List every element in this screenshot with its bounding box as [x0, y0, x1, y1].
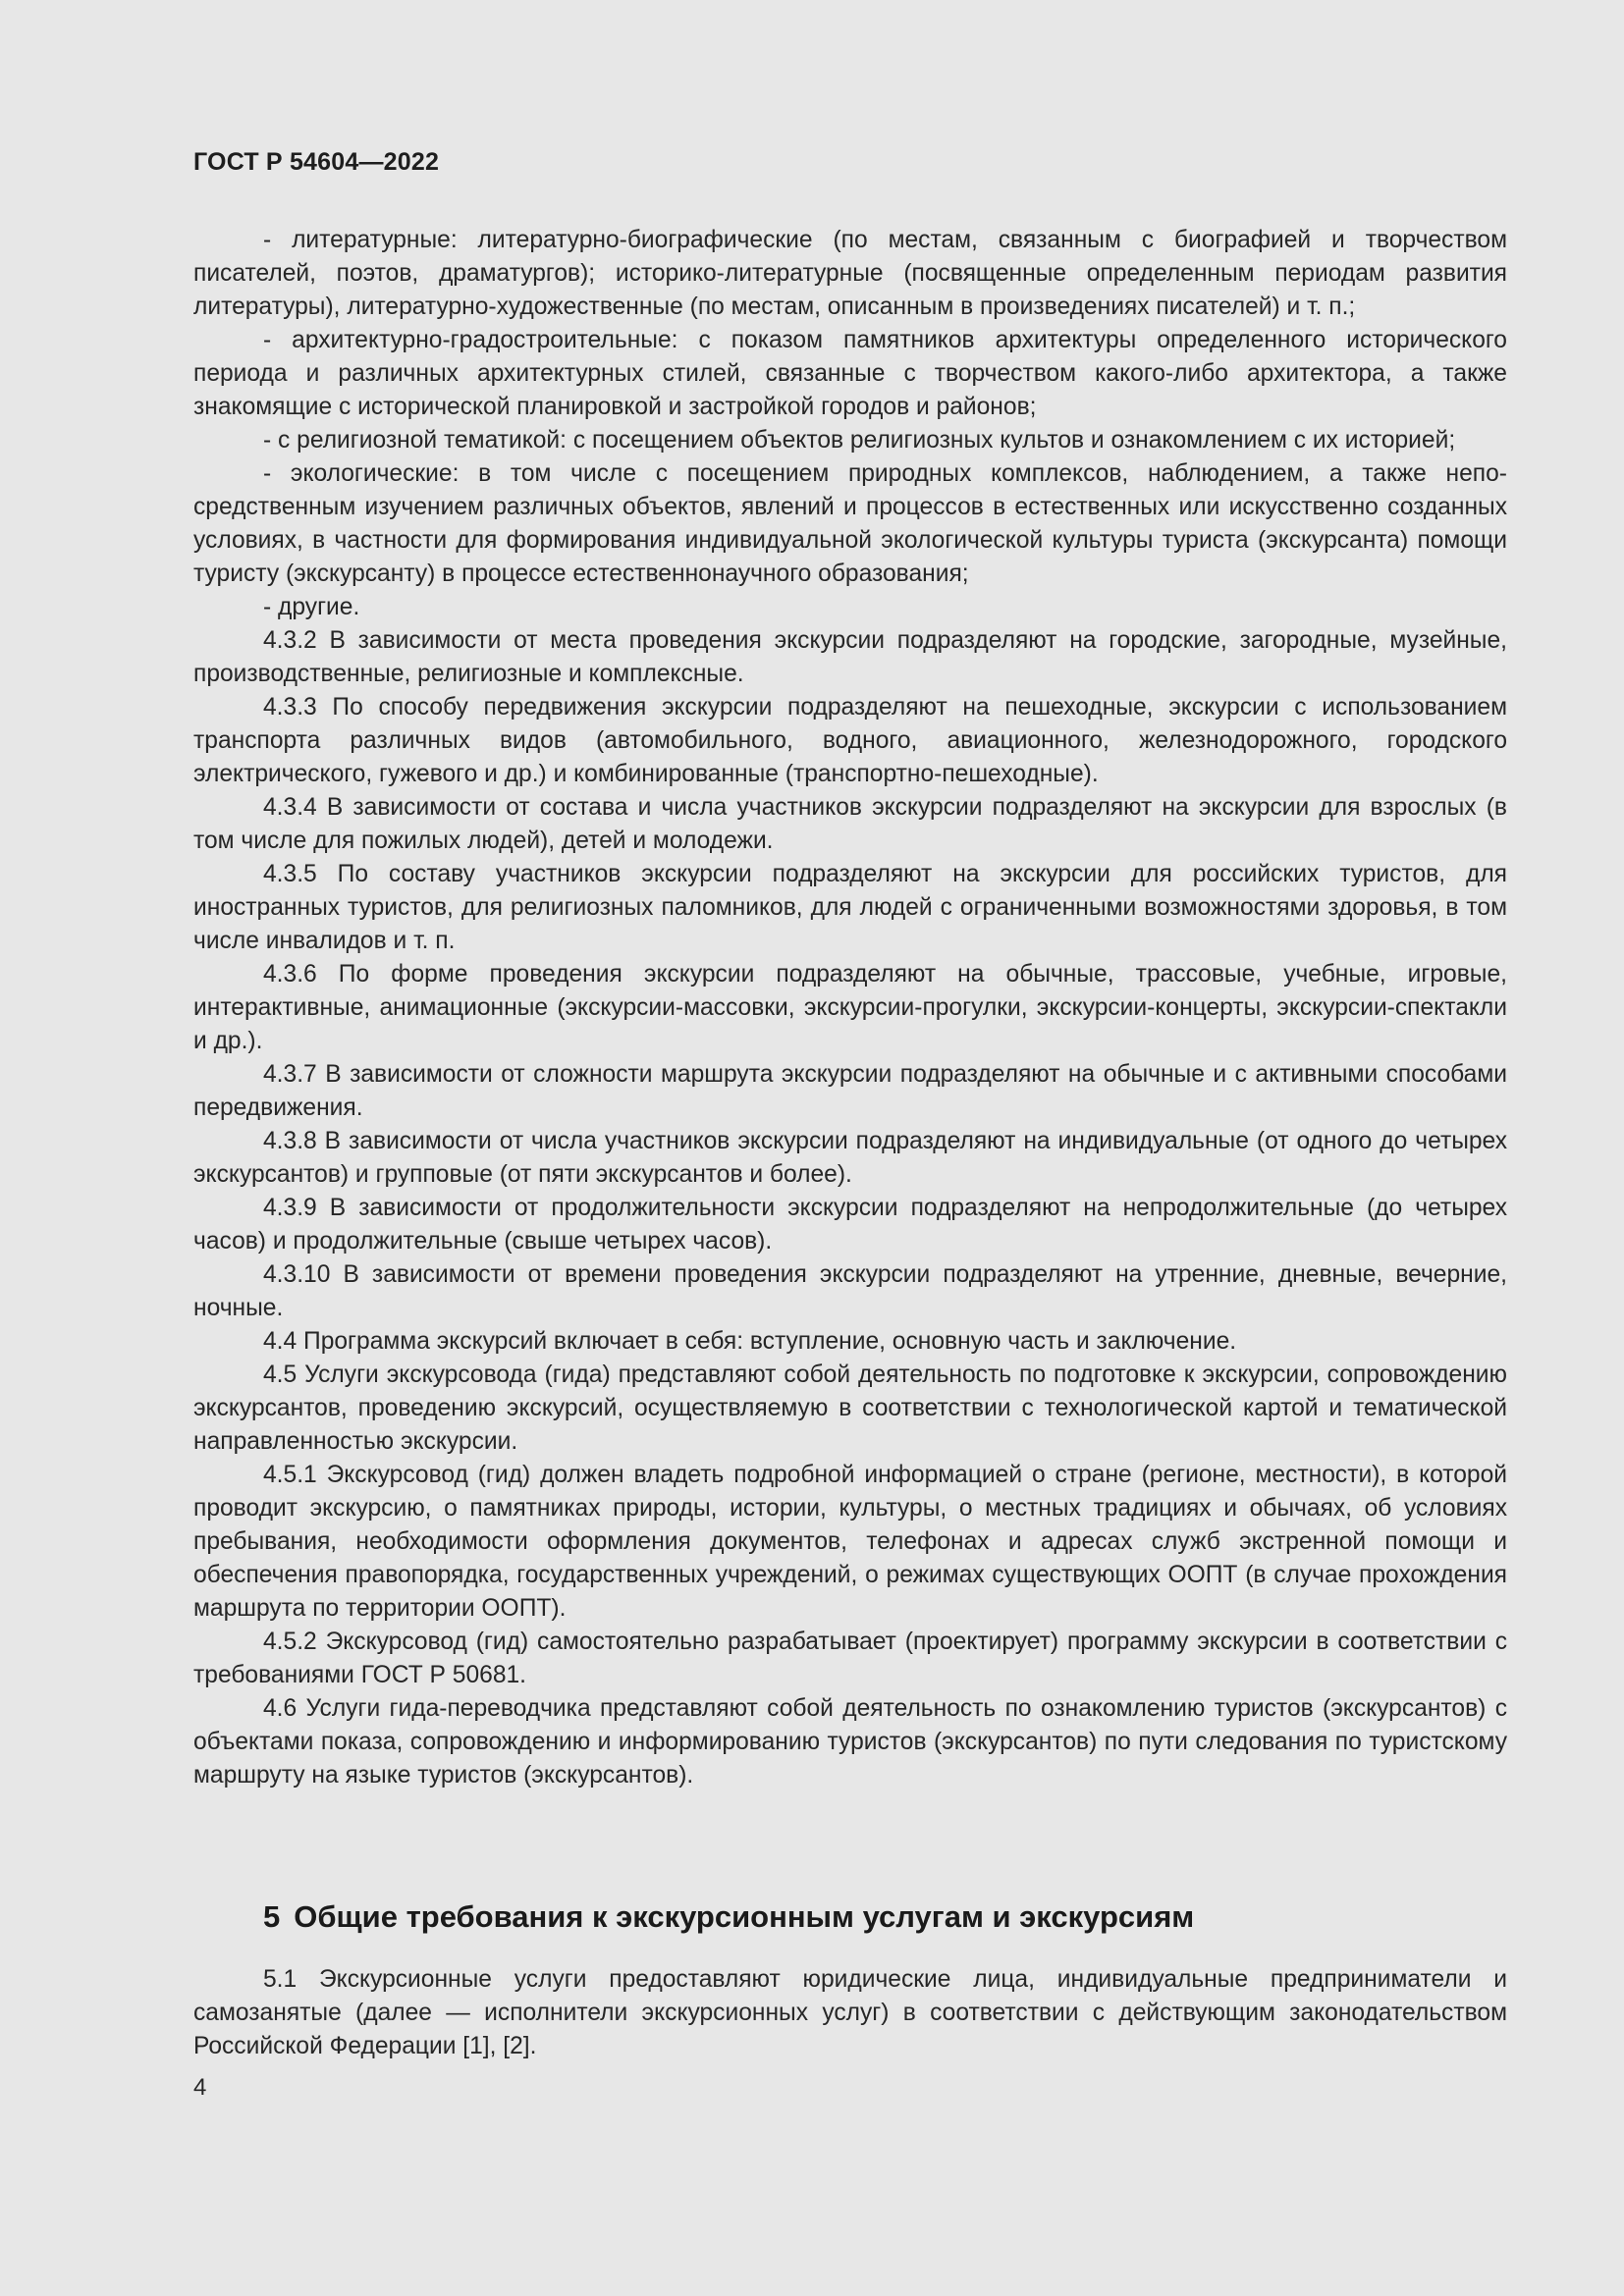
paragraph-4-6: 4.6 Услуги гида-переводчика представляют собой деятельность по ознакомлению туристов (экскурсантов) с объектами показа, сопровождению и информированию туристов (экскурсантов) по пути следования по туристскому маршруту на языке туристов (экскурсантов). — [193, 1695, 1507, 1789]
body-text — [193, 224, 1507, 1792]
paragraph-religious: - с религиозной тематикой: с посещением объектов религиозных культов и ознакомлением с их историей; — [263, 427, 1456, 454]
paragraph-4-3-6: 4.3.6 По форме проведения экскурсии подразделяют на обычные, трассовые, учебные, игровые, интерактивные, анимационные (экскурсии-массовки, экскурсии-прогулки, экскурсии-концерты, экскурсии-спектакли и др.). — [193, 961, 1507, 1054]
paragraph-4-3-2: 4.3.2 В зависимости от места проведения экскурсии подразделяют на городские, загородные, музейные, производственные, религиозные и комплексные. — [193, 627, 1507, 687]
paragraph-architectural: - архитектурно-градостроительные: с показом памятников архитектуры определенного исторического периода и различных архитектурных стилей, связанные с творчеством какого-либо архитектора, а также знакомящие с исторической планировкой и застройкой городов и районов; — [193, 327, 1507, 420]
paragraph-4-5-2: 4.5.2 Экскурсовод (гид) самостоятельно разрабатывает (проектирует) программу экскурсии в соответствии с требованиями ГОСТ Р 50681. — [193, 1629, 1507, 1688]
section-number: 5 — [263, 1899, 281, 1934]
paragraph-4-3-10: 4.3.10 В зависимости от времени проведения экскурсии подразделяют на утренние, дневные, вечерние, ночные. — [193, 1261, 1507, 1321]
paragraph-other: - другие. — [263, 594, 360, 620]
paragraph-5-1: 5.1 Экскурсионные услуги предоставляют юридические лица, индивидуальные предприниматели и самозанятые (далее — исполнители экскурсионных услуг) в соответствии с действующим законодательством Российской Федерации [1], [2]. — [193, 1966, 1507, 2059]
document-header: ГОСТ Р 54604—2022 — [193, 148, 440, 176]
paragraph-4-5: 4.5 Услуги экскурсовода (гида) представляют собой деятельность по подготовке к экскурсии, сопровождению экскурсантов, проведению экскурсий, осуществляемую в соответствии с технологической картой и тематической направленностью экскурсии. — [193, 1362, 1507, 1455]
paragraph-4-3-8: 4.3.8 В зависимости от числа участников экскурсии подразделяют на индивидуальные (от одного до четырех экскурсантов) и групповые (от пяти экскурсантов и более). — [193, 1128, 1507, 1188]
paragraph-4-3-9: 4.3.9 В зависимости от продолжительности экскурсии подразделяют на непродолжительные (до четырех часов) и продолжительные (свыше четырех часов). — [193, 1195, 1507, 1255]
paragraph-4-3-5: 4.3.5 По составу участников экскурсии подразделяют на экскурсии для российских туристов, для иностранных туристов, для религиозных паломников, для людей с ограниченными возможностями здоровья, в том числе инвалидов и т. п. — [193, 861, 1507, 954]
paragraph-ecological: - экологические: в том числе с посещением природных комплексов, наблюдением, а также непосредственным изучением различных объектов, явлений и процессов в естественных или искусственно созданных условиях, в частности для формирования индивидуальной экологической культуры туриста (экскурсанта) помощи туристу (экскурсанту) в процессе естественнонаучного образования; — [193, 460, 1507, 587]
section-text — [193, 1963, 1507, 2063]
section-title: Общие требования к экскурсионным услугам и экскурсиям — [294, 1899, 1195, 1934]
paragraph-4-3-3: 4.3.3 По способу передвижения экскурсии подразделяют на пешеходные, экскурсии с использованием транспорта различных видов (автомобильного, водного, авиационного, железнодорожного, городского электрического, гужевого и др.) и комбинированные (транспортно-пешеходные). — [193, 694, 1507, 787]
paragraph-4-4: 4.4 Программа экскурсий включает в себя: вступление, основную часть и заключение. — [263, 1328, 1237, 1355]
paragraph-4-3-4: 4.3.4 В зависимости от состава и числа участников экскурсии подразделяют на экскурсии для взрослых (в том числе для пожилых людей), детей и молодежи. — [193, 794, 1507, 854]
page-number: 4 — [193, 2074, 207, 2101]
section-heading — [263, 1899, 1194, 1935]
paragraph-4-5-1: 4.5.1 Экскурсовод (гид) должен владеть подробной информацией о стране (регионе, местности), в которой проводит экскурсию, о памятниках природы, истории, культуры, о местных традициях и обычаях, об условиях пребывания, необходимости оформления документов, телефонах и адресах служб экстренной помощи и обеспечения правопорядка, государственных учреждений, о режимах существующих ООПТ (в случае прохождения маршрута по территории ООПТ). — [193, 1462, 1507, 1622]
paragraph-literary: - литературные: литературно-биографические (по местам, связанным с биографией и творчеством писателей, поэтов, драматургов); историко-литературные (посвященные определенным периодам развития литературы), литературно-художественные (по местам, описанным в произведениях писателей) и т. п.; — [193, 227, 1507, 320]
paragraph-4-3-7: 4.3.7 В зависимости от сложности маршрута экскурсии подразделяют на обычные и с активными способами передвижения. — [193, 1061, 1507, 1121]
